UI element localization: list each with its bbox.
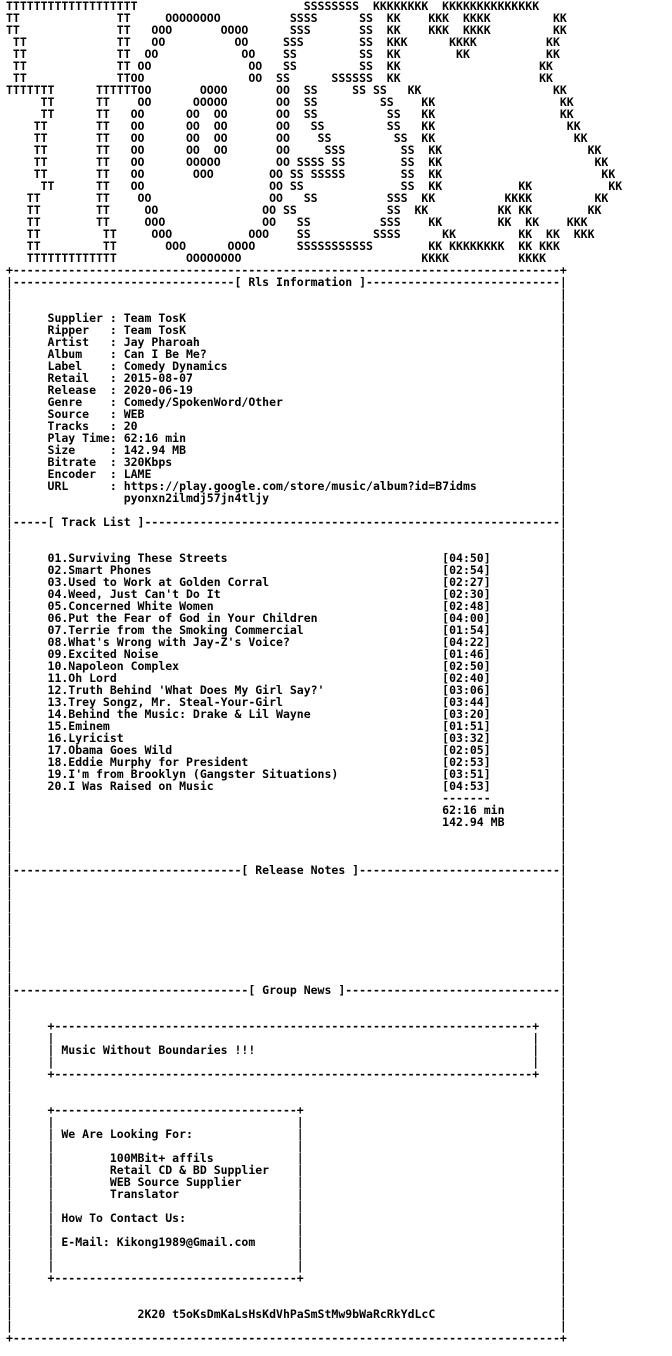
nfo-line: | Retail : 2015-08-07 | [6,371,567,385]
nfo-line: | Album : Can I Be Me? | [6,347,567,361]
nfo-line: | Tracks : 20 | [6,419,567,433]
nfo-line: +-------------------------------------------------------------------------------+ [6,1331,567,1345]
nfo-line: TT TT OO OO SSS SS KKK KKKK KK [6,35,560,49]
nfo-line: TT TT OO OO SS SS KK KK KK [6,179,623,193]
nfo-line: TTTTTTT TTTTTTOO OOOO OO SS SS SS KK KK [6,83,567,97]
nfo-line: | 20.I Was Raised on Music [04:53] | [6,779,567,793]
nfo-line: | | | | [6,1199,567,1213]
nfo-line: TT TTOO OO SS SSSSSS KK KK [6,71,553,85]
nfo-line: | Genre : Comedy/SpokenWord/Other | [6,395,567,409]
nfo-line: TT TT OO OO OO OO SS SS KK KK [6,107,574,121]
nfo-line: | | Retail CD & BD Supplier | | [6,1163,567,1177]
nfo-line: | 12.Truth Behind 'What Does My Girl Say?' [03:06] | [6,683,567,697]
nfo-line: | 2K20 t5oKsDmKaLsHsKdVhPaSmStMw9bWaRcRkYdLcC | [6,1307,567,1321]
nfo-line: TT TT OOO OOOO SSSSSSSSSSS KK KKKKKKKK KK KKK [6,239,560,253]
nfo-line: +-------------------------------------------------------------------------------+ [6,263,567,277]
nfo-line: | 10.Napoleon Complex [02:50] | [6,659,567,673]
nfo-line: | | | | [6,1259,567,1273]
nfo-line: TT TT OOO OOO SS SSSS KK KK KK KKK [6,227,595,241]
nfo-line: | 04.Weed, Just Can't Do It [02:30] | [6,587,567,601]
nfo-line: | 16.Lyricist [03:32] | [6,731,567,745]
nfo-line: | | [6,851,567,865]
nfo-line: | 17.Obama Goes Wild [02:05] | [6,743,567,757]
nfo-line: | | [6,911,567,925]
nfo-line: | 19.I'm from Brooklyn (Gangster Situations) [03:51] | [6,767,567,781]
nfo-line: | Play Time: 62:16 min | [6,431,567,445]
nfo-line: | Supplier : Team TosK | [6,311,567,325]
nfo-line: | Source : WEB | [6,407,567,421]
nfo-line: | | [6,899,567,913]
nfo-line: | Artist : Jay Pharoah | [6,335,567,349]
nfo-line: TT TT OO OO OO OO SS SS KK KK [6,119,581,133]
nfo-line: | | [6,839,567,853]
nfo-line: TT TT OO OO SS SS KK KK KK KK [6,203,602,217]
nfo-line: | | | | [6,1031,567,1045]
nfo-line: | | [6,947,567,961]
nfo-line: | | [6,1091,567,1105]
nfo-line: | | [6,1079,567,1093]
nfo-line: | +---------------------------------------------------------------------+ | [6,1067,567,1081]
nfo-line: | 14.Behind the Music: Drake & Lil Wayne [03:20] | [6,707,567,721]
nfo-line: TT TT OO OO OO OO SSS SS KK KK [6,143,602,157]
nfo-line: | | [6,827,567,841]
nfo-line: | | [6,935,567,949]
nfo-line: | | Translator | | [6,1187,567,1201]
nfo-line: | | | | [6,1223,567,1237]
nfo-line: | +---------------------------------------------------------------------+ | [6,1019,567,1033]
nfo-line: | | [6,875,567,889]
nfo-line: |--------------------------------[ Rls Information ]----------------------------| [6,275,567,289]
nfo-line: |---------------------------------[ Release Notes ]-----------------------------| [6,863,567,877]
nfo-line: | 13.Trey Songz, Mr. Steal-Your-Girl [03:44] | [6,695,567,709]
nfo-line: TTTTTTTTTTTTTTTTTTT SSSSSSSS KKKKKKKK KKKKKKKKKKKKKK [6,0,540,13]
nfo-line: | ------- | [6,791,567,805]
nfo-line: TT TT OO OO OO OO SS SS KK KK [6,131,588,145]
nfo-line: | +-----------------------------------+ | [6,1103,567,1117]
nfo-line: | | [6,1007,567,1021]
nfo-line: | 62:16 min | [6,803,567,817]
nfo-line: |----------------------------------[ Group News ]-------------------------------| [6,983,567,997]
nfo-line: | 08.What's Wrong with Jay-Z's Voice? [04:22] | [6,635,567,649]
nfo-line: | 18.Eddie Murphy for President [02:53] | [6,755,567,769]
nfo-line: TT TT OOO OOOO SSS SS KK KKK KKKK KK [6,23,567,37]
nfo-line: | | [6,299,567,313]
nfo-line: | +-----------------------------------+ | [6,1271,567,1285]
nfo-line: | | | | [6,1247,567,1261]
nfo-line: | 09.Excited Noise [01:46] | [6,647,567,661]
nfo-line: | 01.Surviving These Streets [04:50] | [6,551,567,565]
nfo-line: TTTTTTTTTTTTT OOOOOOOO KKKK KKKK [6,251,547,265]
nfo-line: | | [6,1283,567,1297]
nfo-line: | Encoder : LAME | [6,467,567,481]
nfo-line: |-----[ Track List ]------------------------------------------------------------| [6,515,567,529]
nfo-line: | 07.Terrie from the Smoking Commercial [01:54] | [6,623,567,637]
nfo-line: | | | | [6,1055,567,1069]
nfo-line: | | How To Contact Us: | | [6,1211,567,1225]
nfo-line: | | [6,959,567,973]
nfo-line: | | [6,995,567,1009]
nfo-line: | 11.Oh Lord [02:40] | [6,671,567,685]
nfo-line: | | WEB Source Supplier | | [6,1175,567,1189]
nfo-line: TT TT OO OO SS SSS KK KKKK KK [6,191,609,205]
nfo-line: | Release : 2020-06-19 | [6,383,567,397]
nfo-line: | | [6,1295,567,1309]
nfo-line: TT TT OO OOO OO SS SSSSS SS KK KK [6,167,616,181]
nfo-line: TT TT OO OO SS SS KK KK KK [6,47,560,61]
nfo-line: | | We Are Looking For: | | [6,1127,567,1141]
nfo-line: | | E-Mail: Kikong1989@Gmail.com | | [6,1235,567,1249]
nfo-line: | Label : Comedy Dynamics | [6,359,567,373]
nfo-line: | | Music Without Boundaries !!! | | [6,1043,567,1057]
nfo-line: | pyonxn2ilmdj57jn4tljy | [6,491,567,505]
nfo-line: | | [6,287,567,301]
nfo-line: | | | | [6,1115,567,1129]
nfo-line: | 03.Used to Work at Golden Corral [02:27] | [6,575,567,589]
nfo-line: | Ripper : Team TosK | [6,323,567,337]
nfo-line: | 142.94 MB | [6,815,567,829]
nfo-line: | | | | [6,1139,567,1153]
nfo-line: | 15.Eminem [01:51] | [6,719,567,733]
nfo-line: | | [6,1319,567,1333]
nfo-line: | Bitrate : 320Kbps | [6,455,567,469]
nfo-line: | | [6,527,567,541]
nfo-line: | | 100MBit+ affils | | [6,1151,567,1165]
nfo-line: | | [6,923,567,937]
nfo-line: TT TT OOO OO SS SSS KK KK KK KKK [6,215,588,229]
nfo-line: | 06.Put the Fear of God in Your Children [04:00] | [6,611,567,625]
nfo-line: | 05.Concerned White Women [02:48] | [6,599,567,613]
nfo-line: | | [6,971,567,985]
nfo-line: | 02.Smart Phones [02:54] | [6,563,567,577]
nfo-line: | | [6,539,567,553]
nfo-line: | Size : 142.94 MB | [6,443,567,457]
nfo-line: | | [6,503,567,517]
nfo-line: TT TT OO OO SS SS KK KK [6,59,553,73]
nfo-line: | | [6,887,567,901]
nfo-line: TT TT OOOOOOOO SSSS SS KK KKK KKKK KK [6,11,567,25]
nfo-line: TT TT OO OOOOO OO SSSS SS SS KK KK [6,155,609,169]
nfo-line: | URL : https://play.google.com/store/music/album?id=B7idms | [6,479,567,493]
nfo-line: TT TT OO OOOOO OO SS SS KK KK [6,95,574,109]
